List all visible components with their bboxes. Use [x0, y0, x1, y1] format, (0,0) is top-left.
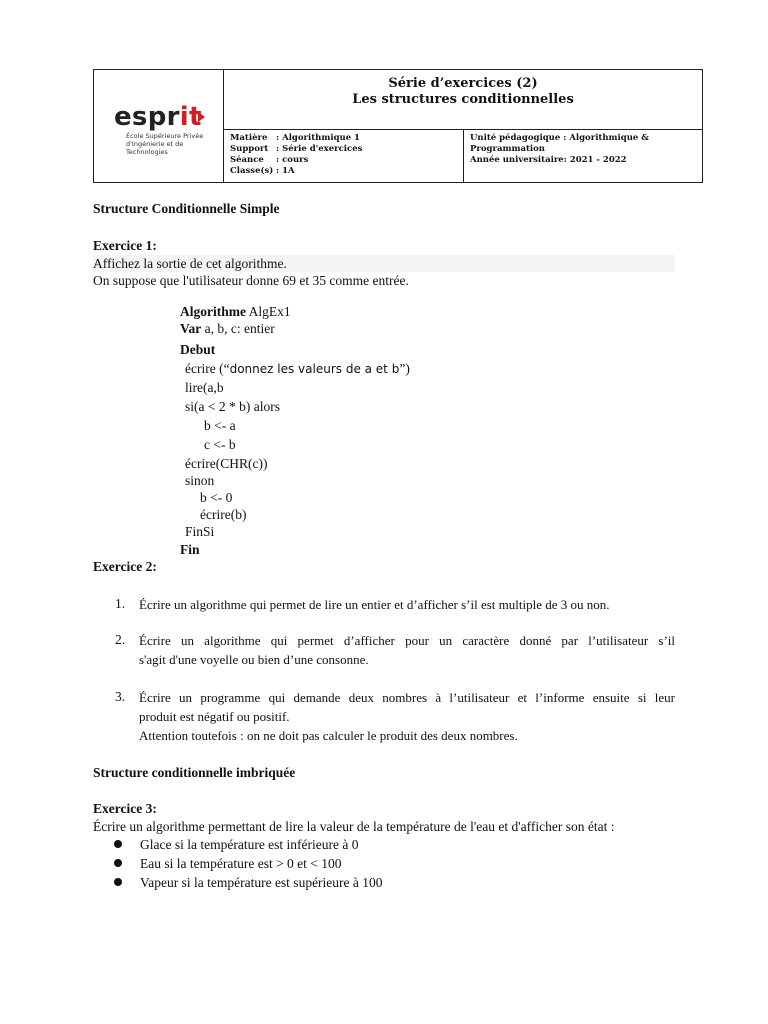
- doc-subtitle: Les structures conditionnelles: [352, 92, 574, 107]
- bullet-icon: [114, 859, 122, 867]
- exercise-3-intro: Écrire un algorithme permettant de lire la valeur de la température de l'eau et d'afficher son état :: [93, 819, 615, 834]
- list-item: Écrire un algorithme qui permet de lire un entier et d’afficher s’il est multiple de 3 ou non.: [139, 597, 610, 612]
- exercise-1-line1: Affichez la sortie de cet algorithme.: [93, 255, 675, 272]
- logo-arrow-icon: [198, 112, 205, 122]
- exercise-3-title: Exercice 3:: [93, 801, 157, 816]
- list-item: Écrire un programme qui demande deux nombres à l’utilisateur et l’informe ensuite si leur produit est négatif ou positif. Attention toutefois : on ne doit pas calculer le produit des deux nombres.: [139, 690, 675, 743]
- logo-subtitle: École Supérieure Privée d'Ingénierie et de Technologies: [126, 132, 204, 156]
- course-info: Matière : Algorithmique 1 Support : Série d'exercices Séance : cours Classe(s) : 1A: [224, 130, 464, 182]
- bullet-icon: [114, 878, 122, 886]
- logo-cell: [94, 70, 224, 182]
- exercise-2-title: Exercice 2:: [93, 559, 157, 574]
- exercise-1-title: Exercice 1:: [93, 238, 157, 253]
- list-item: Vapeur si la température est supérieure à 100: [140, 875, 383, 890]
- section-heading-nested: Structure conditionnelle imbriquée: [93, 765, 296, 780]
- list-item: Eau si la température est > 0 et < 100: [140, 856, 342, 871]
- document-header: [93, 69, 703, 183]
- section-heading-simple: Structure Conditionnelle Simple: [93, 201, 280, 216]
- unit-info: Unité pédagogique : Algorithmique & Programmation Année universitaire: 2021 - 2022: [470, 133, 649, 165]
- bullet-icon: [114, 840, 122, 848]
- esprit-logo: esprit: [114, 102, 202, 132]
- doc-title: Série d’exercices (2): [388, 76, 538, 91]
- list-item: Écrire un algorithme qui permet d’afficher pour un caractère donné par l’utilisateur s’il s'agit d'une voyelle ou bien d’une consonne.: [139, 633, 675, 667]
- list-item: Glace si la température est inférieure à 0: [140, 837, 359, 852]
- exercise-1-line2: On suppose que l'utilisateur donne 69 et 35 comme entrée.: [93, 273, 409, 288]
- title-cell: [224, 70, 702, 130]
